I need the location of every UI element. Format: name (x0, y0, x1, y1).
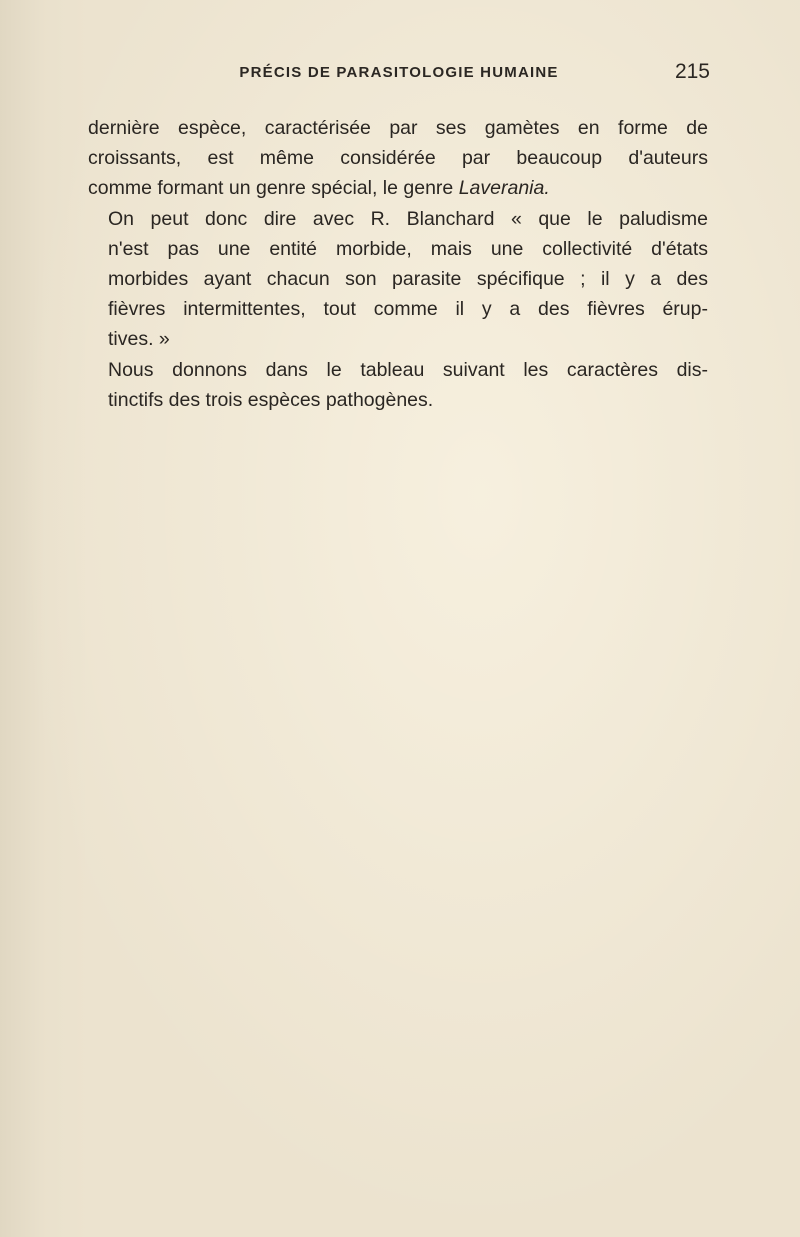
text-line: n'est pas une entité morbide, mais une collectivité d'états (108, 237, 708, 260)
text-line (88, 173, 708, 203)
running-head (88, 60, 710, 90)
text-line: Nous donnons dans le tableau suivant les caractères dis- (108, 358, 708, 381)
text-line: croissants, est même considérée par beaucoup d'auteurs (88, 147, 708, 170)
page-number: 215 (674, 60, 710, 83)
text-line-segment: comme formant un genre spécial, le genre (88, 177, 454, 200)
running-title: PRÉCIS DE PARASITOLOGIE HUMAINE (239, 64, 559, 81)
text-line: fièvres intermittentes, tout comme il y a des fièvres érup- (108, 298, 708, 321)
text-line: tives. » (108, 328, 170, 351)
genus-name: Laverania. (458, 177, 550, 200)
text-line: morbides ayant chacun son parasite spécifique ; il y a des (108, 268, 708, 291)
text-line: dernière espèce, caractérisée par ses gamètes en forme de (88, 117, 708, 139)
paragraph-2 (88, 204, 708, 355)
body-text (88, 113, 708, 415)
paragraph-1 (88, 113, 708, 204)
paragraph-3 (88, 355, 708, 415)
text-line: tinctifs des trois espèces pathogènes. (108, 388, 434, 411)
text-line: On peut donc dire avec R. Blanchard « que le paludisme (108, 207, 708, 230)
